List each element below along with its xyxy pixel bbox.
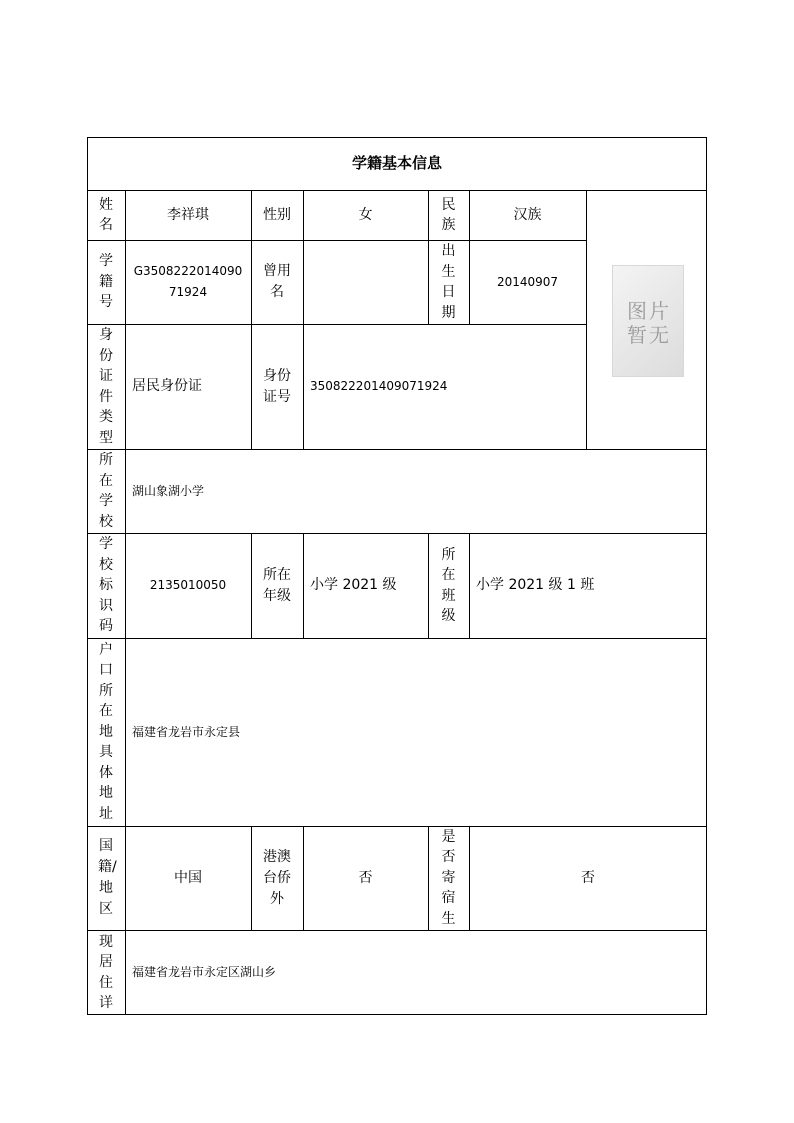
ethnic-label: 民族 xyxy=(441,196,456,233)
school-code-label: 学校标识码 xyxy=(99,536,113,635)
id-type-label: 身份证件类型 xyxy=(99,327,113,446)
id-type-value: 居民身份证 xyxy=(132,378,202,394)
nationality-label-cell xyxy=(87,826,125,930)
name-value: 李祥琪 xyxy=(167,206,209,223)
grade-label: 所在年级 xyxy=(263,566,291,604)
school-value: 湖山象湖小学 xyxy=(132,483,205,498)
page-title: 学籍基本信息 xyxy=(351,154,442,172)
class-label: 所在班级 xyxy=(441,546,456,624)
former-name-label: 曾用名 xyxy=(263,263,291,300)
birth-label-cell xyxy=(428,240,469,324)
hukou-label-cell xyxy=(87,638,125,826)
birth-value: 20140907 xyxy=(496,274,559,289)
boarding-value: 否 xyxy=(581,869,595,886)
grade-label-cell xyxy=(251,533,303,638)
school-code-label-cell xyxy=(87,533,125,638)
id-no-label: 身份证号 xyxy=(263,367,291,405)
class-value: 小学 2021 级 1 班 xyxy=(476,577,595,593)
id-no-value: 350822201409071924 xyxy=(310,379,448,393)
hukou-value: 福建省龙岩市永定县 xyxy=(132,724,241,739)
student-no-cell xyxy=(125,240,251,324)
photo-char: 片 xyxy=(649,298,669,323)
school-label-cell xyxy=(87,449,125,533)
ethnic-label-cell xyxy=(428,190,469,240)
grade-value: 小学 2021 级 xyxy=(310,577,397,593)
nationality-label: 国籍/地区 xyxy=(98,838,117,917)
class-label-cell xyxy=(428,533,469,638)
ethnic-value: 汉族 xyxy=(513,206,542,223)
id-type-label-cell xyxy=(87,324,125,449)
name-label: 姓名 xyxy=(99,196,113,233)
nationality-value: 中国 xyxy=(174,869,202,886)
overseas-label: 港澳台侨外 xyxy=(263,848,291,907)
boarding-label: 是否寄宿生 xyxy=(441,828,456,927)
former-name-value xyxy=(303,240,428,324)
school-label: 所在学校 xyxy=(99,452,113,530)
student-no-label: 学籍号 xyxy=(99,253,113,311)
col-divider xyxy=(586,190,587,449)
gender-value: 女 xyxy=(358,206,373,223)
photo-char: 无 xyxy=(649,322,669,347)
overseas-value: 否 xyxy=(358,869,373,886)
residence-label: 现居住详 xyxy=(99,933,113,1011)
birth-label: 出生日期 xyxy=(441,243,456,321)
photo-placeholder xyxy=(612,265,684,377)
school-code-value: 2135010050 xyxy=(149,578,227,592)
name-label-cell xyxy=(87,190,125,240)
photo-placeholder-text xyxy=(626,297,670,345)
id-no-label-cell xyxy=(251,324,303,449)
boarding-label-cell xyxy=(428,826,469,930)
residence-value: 福建省龙岩市永定区湖山乡 xyxy=(132,965,277,979)
student-no-value: G350822201409071924 xyxy=(133,264,243,299)
student-no-label-cell xyxy=(87,240,125,324)
photo-char: 图 xyxy=(627,298,647,323)
gender-label: 性别 xyxy=(263,206,291,223)
hukou-label: 户口所在地具体地址 xyxy=(99,641,113,822)
overseas-label-cell xyxy=(251,826,303,930)
residence-label-cell xyxy=(87,930,125,1015)
photo-char: 暂 xyxy=(627,322,647,347)
former-name-label-cell xyxy=(251,240,303,324)
